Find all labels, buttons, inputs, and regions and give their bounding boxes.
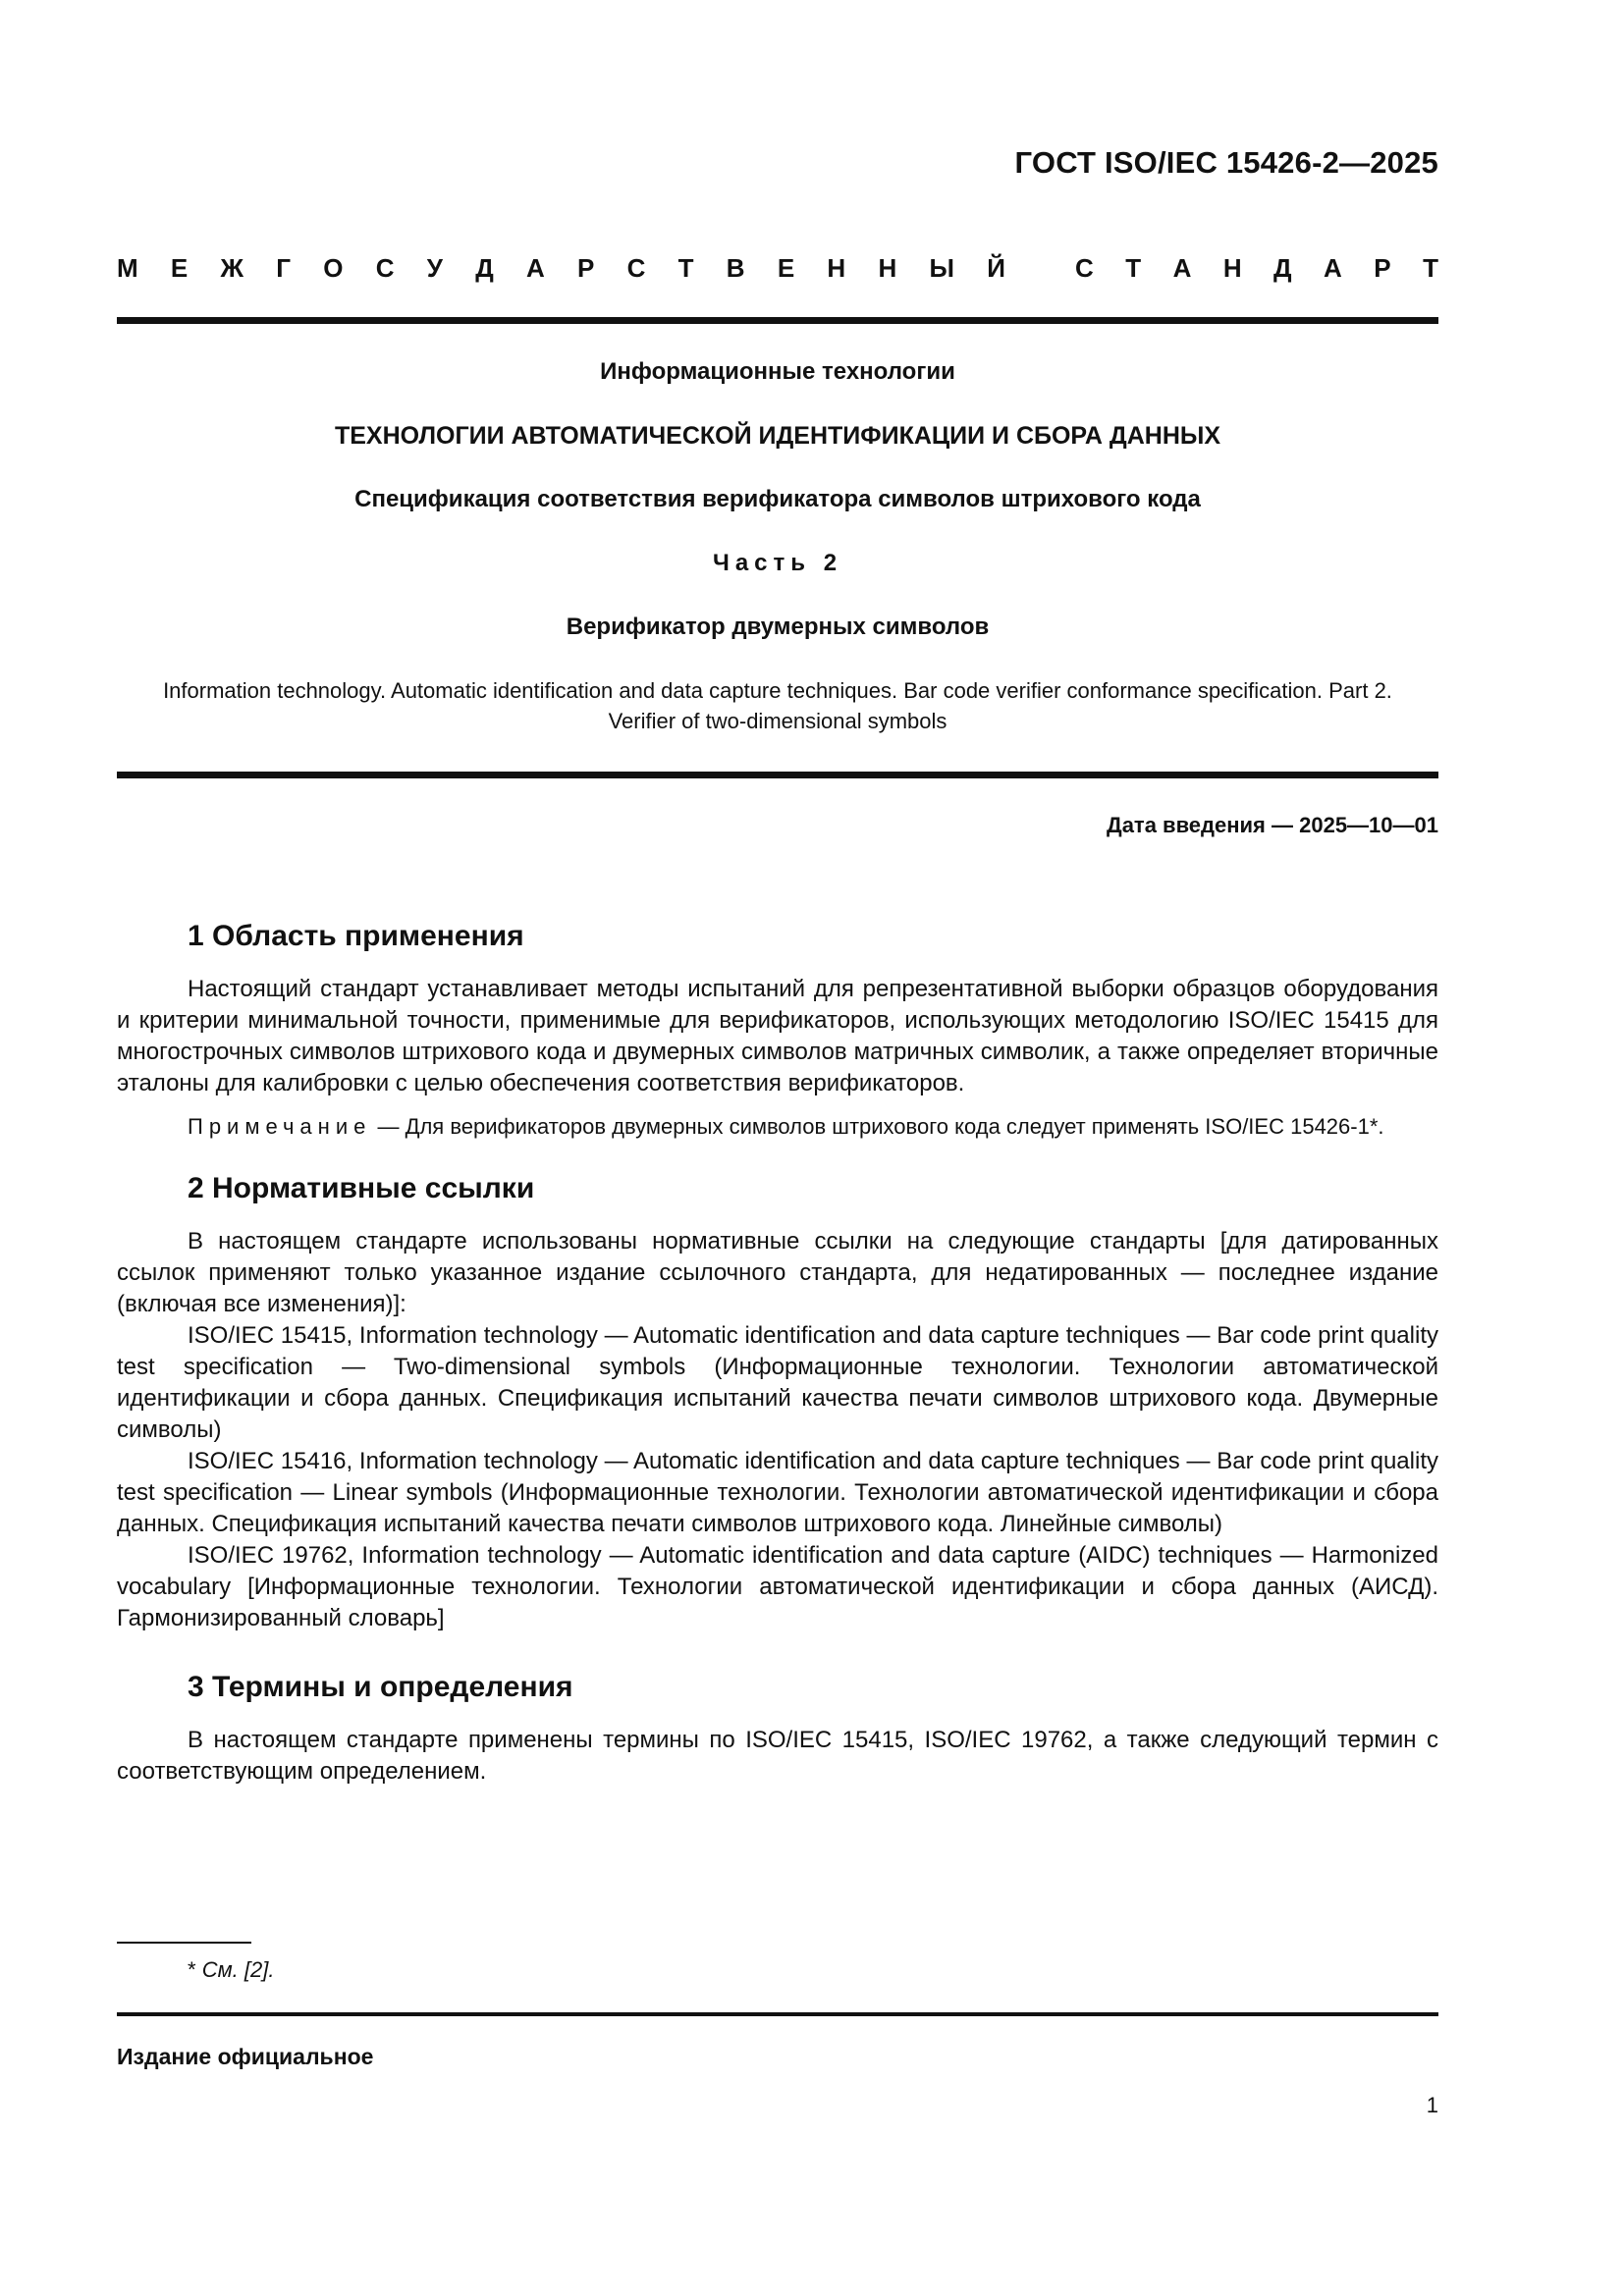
standard-kind-word2 bbox=[1075, 253, 1438, 284]
spaced-letter: О bbox=[323, 253, 344, 283]
spaced-letter: Т bbox=[1423, 253, 1438, 283]
introduction-date: Дата введения — 2025—10—01 bbox=[1107, 813, 1438, 837]
spaced-letter: Г bbox=[276, 253, 292, 283]
spaced-letter: В bbox=[726, 253, 745, 283]
spaced-letter: Ы bbox=[929, 253, 954, 283]
spaced-letter: А bbox=[1172, 253, 1192, 283]
standard-kind-word1 bbox=[117, 253, 1005, 284]
note bbox=[117, 1111, 1438, 1142]
document-page bbox=[117, 0, 1438, 2296]
standard-kind bbox=[117, 253, 1438, 284]
title-line-1: Информационные технологии bbox=[600, 358, 955, 385]
section-scope bbox=[117, 917, 1438, 1142]
section-terms bbox=[117, 1668, 1438, 1788]
title-part: Часть 2 bbox=[712, 550, 843, 576]
note-label: Примечание bbox=[188, 1114, 372, 1139]
paragraph: В настоящем стандарте применены термины по ISO/IEC 15415, ISO/IEC 19762, а также следующий термин с соответствующим определением. bbox=[117, 1727, 1438, 1785]
spaced-letter: Р bbox=[577, 253, 595, 283]
document-body bbox=[117, 917, 1438, 1788]
title-divider bbox=[117, 772, 1438, 778]
paragraph: Настоящий стандарт устанавливает методы испытаний для репрезентативной выборки образцов оборудования и критерии минимальной точности, применимые для верификаторов, использующих методологию ISO/IEC 15415 для многострочных символов штрихового кода и двумерных символов матричных символик, а также определяет вторичные эталоны для калибровки с целью обеспечения соответствия верификаторов. bbox=[117, 976, 1438, 1096]
spaced-letter: Д bbox=[1273, 253, 1292, 283]
section-heading: 2 Нормативные ссылки bbox=[188, 1172, 535, 1204]
reference-entry: ISO/IEC 19762, Information technology — Automatic identification and data capture (AIDC) techniques — Harmonized vocabulary [Информационные технологии. Технологии автоматической идентификации и сбора данных (АИСД). Гармонизированный словарь] bbox=[117, 1542, 1438, 1631]
spaced-letter: С bbox=[626, 253, 646, 283]
footnote-text: См. [2]. bbox=[201, 1957, 275, 1982]
footnote bbox=[188, 1957, 274, 1983]
spaced-letter: Н bbox=[827, 253, 846, 283]
spaced-letter: Д bbox=[475, 253, 494, 283]
footnote-divider bbox=[117, 1942, 251, 1944]
spaced-letter: Ж bbox=[220, 253, 244, 283]
title-english: Information technology. Automatic identification and data capture techniques. Bar code verifier conformance specification. Part 2. Verifier of two-dimensional symbols bbox=[163, 678, 1392, 733]
reference-entry: ISO/IEC 15415, Information technology — Automatic identification and data capture techniques — Bar code print quality test specification — Two-dimensional symbols (Информационные технологии. Технологии автоматической идентификации и сбора данных. Спецификация испытаний качества печати символов штрихового кода. Двумерные символы) bbox=[117, 1322, 1438, 1443]
spaced-letter: У bbox=[426, 253, 443, 283]
top-divider bbox=[117, 317, 1438, 324]
spaced-letter: С bbox=[375, 253, 395, 283]
edition-label: Издание официальное bbox=[117, 2044, 374, 2069]
spaced-letter: Е bbox=[777, 253, 795, 283]
reference-entry: ISO/IEC 15416, Information technology — Automatic identification and data capture techniques — Bar code print quality test specification — Linear symbols (Информационные технологии. Технологии автоматической идентификации и сбора данных. Спецификация испытаний качества печати символов штрихового кода. Линейные символы) bbox=[117, 1448, 1438, 1537]
footer-divider bbox=[117, 2012, 1438, 2016]
page-number: 1 bbox=[1426, 2093, 1438, 2117]
title-subtitle: Верификатор двумерных символов bbox=[566, 614, 990, 640]
spaced-letter: Т bbox=[677, 253, 694, 283]
spaced-letter: Т bbox=[1125, 253, 1142, 283]
spaced-letter: А bbox=[526, 253, 545, 283]
spaced-letter: М bbox=[117, 253, 138, 283]
section-heading: 1 Область применения bbox=[188, 920, 524, 952]
spaced-letter: Р bbox=[1374, 253, 1391, 283]
paragraph: В настоящем стандарте использованы нормативные ссылки на следующие стандарты [для датированных ссылок применяют только указанное издание ссылочного стандарта, для недатированных — последнее издание (включая все изменения)]: bbox=[117, 1228, 1438, 1317]
spaced-letter: Й bbox=[987, 253, 1005, 283]
footnote-marker: * bbox=[188, 1957, 196, 1982]
spaced-letter: С bbox=[1075, 253, 1094, 283]
spaced-letter: Н bbox=[878, 253, 897, 283]
spaced-letter: Е bbox=[170, 253, 189, 283]
spaced-letter: А bbox=[1324, 253, 1342, 283]
title-line-2: ТЕХНОЛОГИИ АВТОМАТИЧЕСКОЙ ИДЕНТИФИКАЦИИ И СБОРА ДАННЫХ bbox=[334, 422, 1221, 450]
standard-code: ГОСТ ISO/IEC 15426-2—2025 bbox=[1014, 145, 1438, 180]
spaced-letter: Н bbox=[1222, 253, 1242, 283]
section-normative-references bbox=[117, 1169, 1438, 1634]
note-text: — Для верификаторов двумерных символов штрихового кода следует применять ISO/IEC 15426-1*. bbox=[371, 1114, 1384, 1139]
title-line-3: Спецификация соответствия верификатора символов штрихового кода bbox=[354, 486, 1201, 512]
section-heading: 3 Термины и определения bbox=[188, 1671, 573, 1703]
